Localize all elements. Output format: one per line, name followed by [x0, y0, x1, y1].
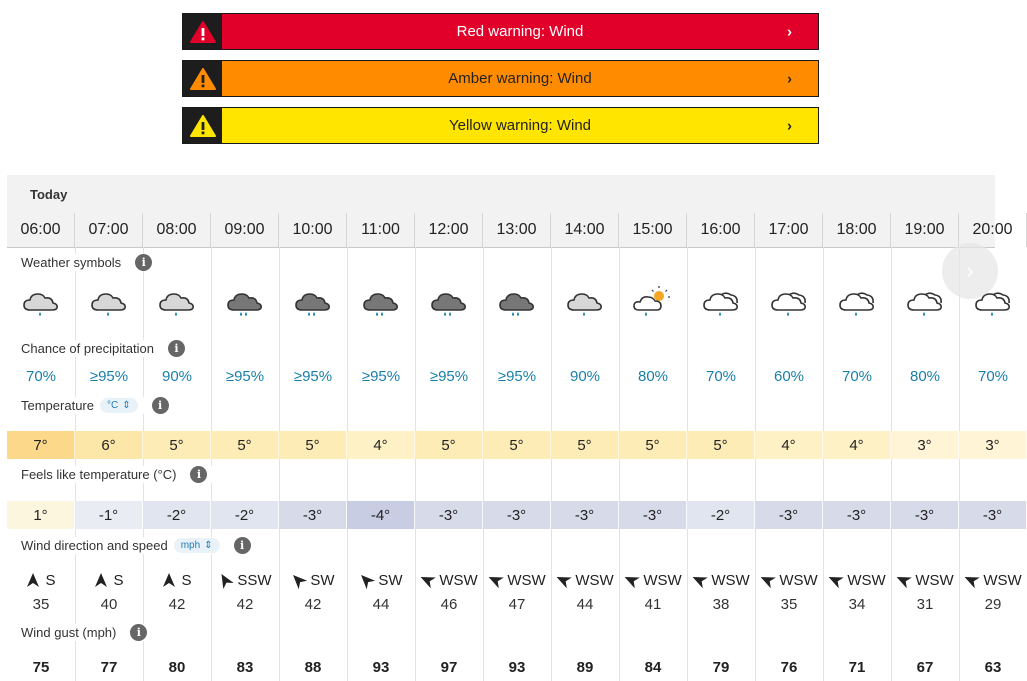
wind-direction-text: WSW [711, 571, 750, 589]
temperature-cell: 5° [279, 431, 347, 459]
feels-like-cell: -4° [347, 501, 415, 529]
time-column-header[interactable]: 14:00 [551, 213, 619, 247]
wind-arrow-icon [356, 569, 377, 590]
wind-direction-text: WSW [507, 571, 546, 589]
temperature-label: Temperature °C ⇕ i [21, 397, 175, 414]
time-column-header[interactable]: 18:00 [823, 213, 891, 247]
feels-like-cell: -3° [959, 501, 1027, 529]
wind-label: Wind direction and speed mph ⇕ i [21, 537, 257, 554]
warning-triangle-icon [183, 14, 222, 49]
wind-speed-cell: 29 [984, 595, 1002, 613]
wind-direction-text: WSW [779, 571, 818, 589]
precipitation-cell: ≥95% [497, 367, 537, 385]
time-column-header[interactable]: 10:00 [279, 213, 347, 247]
feels-like-label: Feels like temperature (°C) i [21, 466, 213, 483]
warning-triangle-icon [183, 61, 222, 96]
wind-arrow-icon [94, 572, 108, 588]
temperature-cell: 3° [959, 431, 1027, 459]
time-column-header[interactable]: 09:00 [211, 213, 279, 247]
weather-symbol-cell [415, 282, 483, 322]
precipitation-cell: 70% [705, 367, 737, 385]
wind-arrow-icon [893, 570, 913, 589]
wind-direction-cell [483, 569, 551, 591]
feels-like-cell: -3° [823, 501, 891, 529]
precipitation-cell: ≥95% [293, 367, 333, 385]
precipitation-cell: 60% [773, 367, 805, 385]
warning-banner[interactable] [182, 107, 819, 144]
time-column-header[interactable]: 06:00 [7, 213, 75, 247]
warning-label: Yellow warning: Wind [448, 117, 592, 134]
time-column-header[interactable]: 15:00 [619, 213, 687, 247]
feels-like-cell: -3° [619, 501, 687, 529]
chevron-right-icon: › [787, 70, 792, 87]
wind-gust-row [7, 655, 1027, 679]
wind-gust-label: Wind gust (mph) i [21, 624, 153, 641]
weather-symbol-cell [687, 282, 755, 322]
wind-gust-cell: 84 [644, 658, 662, 676]
wind-direction-text: WSW [643, 571, 682, 589]
temperature-cell: 5° [483, 431, 551, 459]
heavy-rain-cloud-icon [361, 285, 401, 319]
warning-triangle-icon [183, 108, 222, 143]
wind-direction-text: S [45, 571, 56, 589]
up-down-icon: ⇕ [204, 540, 213, 551]
precipitation-cell: ≥95% [89, 367, 129, 385]
heavy-rain-cloud-icon [293, 285, 333, 319]
feels-like-cell: -3° [891, 501, 959, 529]
wind-speed-cell: 44 [576, 595, 594, 613]
wind-direction-text: WSW [847, 571, 886, 589]
wind-gust-cell: 93 [508, 658, 526, 676]
weather-symbol-cell [551, 282, 619, 322]
light-rain-cloud-icon [21, 285, 61, 319]
wind-direction-row [7, 569, 1027, 591]
warning-banner[interactable] [182, 13, 819, 50]
wind-arrow-icon [961, 570, 981, 589]
wind-direction-cell [347, 569, 415, 591]
precipitation-cell: 70% [977, 367, 1009, 385]
wind-direction-text: WSW [439, 571, 478, 589]
wind-gust-cell: 83 [236, 658, 254, 676]
chevron-right-icon: › [787, 23, 792, 40]
wind-speed-cell: 35 [32, 595, 50, 613]
precipitation-cell: 80% [637, 367, 669, 385]
temperature-cell: 5° [415, 431, 483, 459]
weather-symbol-cell [619, 282, 687, 322]
wind-direction-cell [415, 569, 483, 591]
weather-symbol-cell [755, 282, 823, 322]
feels-like-cell: -3° [279, 501, 347, 529]
up-down-icon: ⇕ [122, 400, 131, 411]
precipitation-cell: ≥95% [225, 367, 265, 385]
time-header-row [7, 213, 1013, 248]
precipitation-cell: 90% [569, 367, 601, 385]
day-label: Today [7, 175, 995, 213]
time-column-header[interactable]: 07:00 [75, 213, 143, 247]
wind-arrow-icon [689, 570, 709, 589]
precipitation-row [7, 364, 1027, 388]
wind-direction-cell [75, 569, 143, 591]
feels-like-cell: -2° [211, 501, 279, 529]
time-column-header[interactable]: 12:00 [415, 213, 483, 247]
wind-gust-cell: 77 [100, 658, 118, 676]
weather-symbol-cell [279, 282, 347, 322]
wind-arrow-icon [26, 572, 40, 588]
precipitation-cell: ≥95% [361, 367, 401, 385]
wind-direction-cell [551, 569, 619, 591]
wind-arrow-icon [621, 570, 641, 589]
temperature-cell: 5° [551, 431, 619, 459]
wind-direction-cell [959, 569, 1027, 591]
temperature-cell: 5° [687, 431, 755, 459]
weather-symbols-row [7, 282, 1027, 322]
cloudy-shower-icon [905, 285, 945, 319]
warning-text-area [222, 108, 818, 143]
wind-gust-cell: 89 [576, 658, 594, 676]
wind-gust-cell: 71 [848, 658, 866, 676]
next-arrow-icon[interactable]: › [942, 243, 998, 299]
info-icon[interactable]: i [135, 254, 152, 271]
cloudy-shower-icon [837, 285, 877, 319]
wind-speed-cell: 44 [372, 595, 390, 613]
heavy-rain-cloud-icon [429, 285, 469, 319]
wind-direction-cell [823, 569, 891, 591]
heavy-rain-cloud-icon [225, 285, 265, 319]
wind-arrow-icon [757, 570, 777, 589]
weather-symbol-cell [823, 282, 891, 322]
precipitation-cell: 70% [25, 367, 57, 385]
weather-symbols-label: Weather symbols i [21, 254, 158, 271]
feels-like-cell: -1° [75, 501, 143, 529]
wind-direction-cell [687, 569, 755, 591]
wind-direction-text: SSW [237, 571, 272, 589]
wind-arrow-icon [162, 572, 176, 588]
temperature-cell: 4° [755, 431, 823, 459]
wind-speed-row [7, 592, 1027, 616]
wind-gust-cell: 79 [712, 658, 730, 676]
light-rain-cloud-icon [157, 285, 197, 319]
temperature-cell: 5° [143, 431, 211, 459]
wind-arrow-icon [215, 570, 235, 591]
wind-gust-cell: 76 [780, 658, 798, 676]
wind-speed-cell: 38 [712, 595, 730, 613]
time-column-header[interactable]: 16:00 [687, 213, 755, 247]
wind-gust-cell: 63 [984, 658, 1002, 676]
wind-direction-cell [143, 569, 211, 591]
feels-like-cell: 1° [7, 501, 75, 529]
wind-direction-text: SW [310, 571, 335, 589]
wind-direction-text: WSW [575, 571, 614, 589]
feels-like-cell: -3° [483, 501, 551, 529]
weather-warnings [182, 13, 819, 154]
warning-label: Red warning: Wind [456, 23, 584, 40]
wind-arrow-icon [553, 570, 573, 589]
info-icon[interactable]: i [152, 397, 169, 414]
wind-direction-cell [279, 569, 347, 591]
wind-direction-cell [891, 569, 959, 591]
wind-arrow-icon [485, 570, 505, 589]
time-column-header[interactable]: 11:00 [347, 213, 415, 247]
wind-direction-text: SW [378, 571, 403, 589]
feels-like-cell: -2° [143, 501, 211, 529]
time-column-header[interactable]: 20:00 [959, 213, 1027, 247]
warning-banner[interactable] [182, 60, 819, 97]
wind-direction-text: S [181, 571, 192, 589]
wind-gust-cell: 80 [168, 658, 186, 676]
temperature-unit-select[interactable]: °C ⇕ [100, 398, 138, 413]
precipitation-label: Chance of precipitation i [21, 340, 191, 357]
wind-speed-cell: 42 [304, 595, 322, 613]
warning-label: Amber warning: Wind [448, 70, 592, 87]
temperature-cell: 5° [211, 431, 279, 459]
heavy-rain-cloud-icon [497, 285, 537, 319]
wind-direction-text: WSW [983, 571, 1022, 589]
light-rain-cloud-icon [89, 285, 129, 319]
warning-text-area [222, 61, 818, 96]
temperature-cell: 6° [75, 431, 143, 459]
feels-like-cell: -3° [415, 501, 483, 529]
feels-like-cell: -3° [755, 501, 823, 529]
wind-speed-cell: 46 [440, 595, 458, 613]
info-icon[interactable]: i [234, 537, 251, 554]
time-column-header[interactable]: 08:00 [143, 213, 211, 247]
feels-like-cell: -2° [687, 501, 755, 529]
cloudy-shower-icon [701, 285, 741, 319]
precipitation-cell: 90% [161, 367, 193, 385]
wind-gust-cell: 88 [304, 658, 322, 676]
cloudy-shower-icon [769, 285, 809, 319]
temperature-cell: 4° [823, 431, 891, 459]
wind-speed-cell: 34 [848, 595, 866, 613]
weather-symbol-cell [75, 282, 143, 322]
weather-symbol-cell [143, 282, 211, 322]
wind-speed-cell: 31 [916, 595, 934, 613]
wind-direction-text: S [113, 571, 124, 589]
temperature-cell: 5° [619, 431, 687, 459]
precipitation-cell: 70% [841, 367, 873, 385]
temperature-cell: 3° [891, 431, 959, 459]
wind-speed-cell: 41 [644, 595, 662, 613]
wind-gust-cell: 93 [372, 658, 390, 676]
light-rain-cloud-icon [565, 285, 605, 319]
weather-symbol-cell [211, 282, 279, 322]
weather-symbol-cell [483, 282, 551, 322]
wind-speed-cell: 40 [100, 595, 118, 613]
wind-gust-cell: 67 [916, 658, 934, 676]
wind-direction-cell [619, 569, 687, 591]
wind-direction-text: WSW [915, 571, 954, 589]
forecast-body [7, 247, 1022, 681]
wind-gust-cell: 97 [440, 658, 458, 676]
warning-text-area [222, 14, 818, 49]
temperature-cell: 7° [7, 431, 75, 459]
wind-gust-cell: 75 [32, 658, 50, 676]
wind-unit-select[interactable]: mph ⇕ [174, 538, 220, 553]
wind-direction-cell [755, 569, 823, 591]
info-icon[interactable]: i [130, 624, 147, 641]
wind-arrow-icon [288, 569, 309, 590]
sunny-shower-icon [633, 285, 673, 319]
wind-arrow-icon [825, 570, 845, 589]
temperature-row [7, 431, 1027, 459]
weather-symbol-cell [7, 282, 75, 322]
wind-direction-cell [211, 569, 279, 591]
wind-speed-cell: 42 [236, 595, 254, 613]
time-column-header[interactable]: 13:00 [483, 213, 551, 247]
feels-like-cell: -3° [551, 501, 619, 529]
info-icon[interactable]: i [168, 340, 185, 357]
time-column-header[interactable]: 19:00 [891, 213, 959, 247]
feels-like-row [7, 501, 1027, 529]
info-icon[interactable]: i [190, 466, 207, 483]
wind-speed-cell: 35 [780, 595, 798, 613]
wind-direction-cell [7, 569, 75, 591]
precipitation-cell: ≥95% [429, 367, 469, 385]
wind-speed-cell: 47 [508, 595, 526, 613]
weather-symbol-cell [347, 282, 415, 322]
temperature-cell: 4° [347, 431, 415, 459]
wind-arrow-icon [417, 570, 437, 589]
wind-speed-cell: 42 [168, 595, 186, 613]
precipitation-cell: 80% [909, 367, 941, 385]
time-column-header[interactable]: 17:00 [755, 213, 823, 247]
chevron-right-icon: › [787, 117, 792, 134]
